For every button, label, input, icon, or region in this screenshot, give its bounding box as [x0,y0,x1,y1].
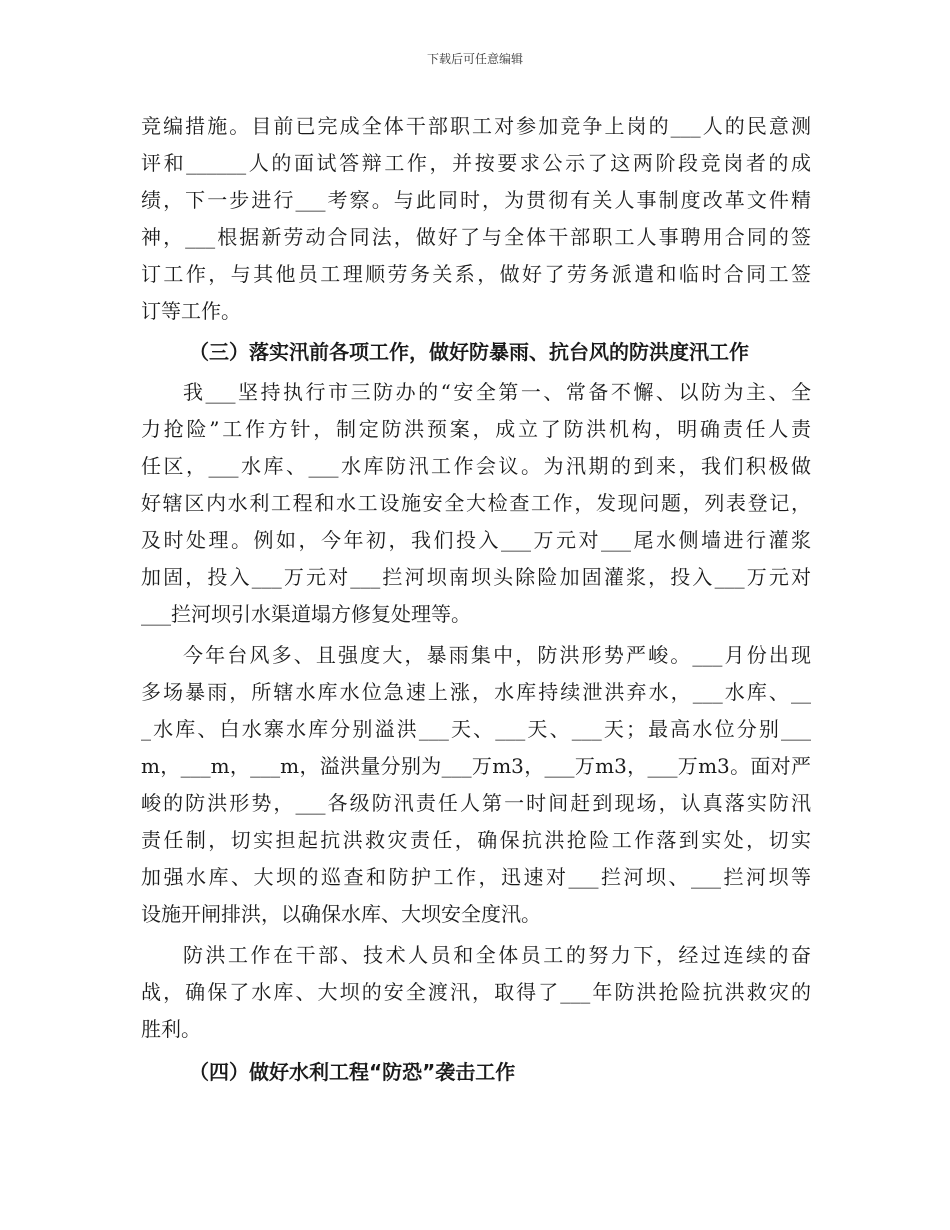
text-line: 今年台风多、且强度大，暴雨集中，防洪形势严峻。___月份出现 [183,643,811,667]
text-line: _水库、白水寨水库分别溢洪___天、___天、___天；最高水位分别___ [141,717,811,741]
text-line: 防洪工作在干部、技术人员和全体员工的努力下，经过连续的奋 [183,943,811,967]
section-heading-3: （三）落实汛前各项工作，做好防暴雨、抗台风的防洪度汛工作 [189,340,749,364]
text-line: 战，确保了水库、大坝的安全渡汛，取得了___年防洪抢险抗洪救灾的 [141,980,811,1004]
text-line: m，___m，___m，溢洪量分别为___万m3，___万m3，___万m3。面对严 [141,754,811,778]
continued-paragraph [141,108,811,330]
text-line: 加强水库、大坝的巡查和防护工作，迅速对___拦河坝、___拦河坝等 [141,865,811,889]
text-line: 绩，下一步进行___考察。与此同时，为贯彻有关人事制度改革文件精 [141,188,811,212]
text-line: ___拦河坝引水渠道塌方修复处理等。 [141,602,471,626]
section3-paragraph-3 [141,937,811,1048]
text-line: 胜利。 [141,1017,201,1041]
text-line: 订等工作。 [141,299,241,323]
text-line: 竞编措施。目前已完成全体干部职工对参加竞争上岗的___人的民意测 [141,114,811,138]
text-line: 我___坚持执行市三防办的“安全第一、常备不懈、以防为主、全 [183,380,811,404]
page-header: 下载后可任意编辑 [426,52,523,66]
text-line: 力抢险”工作方针，制定防洪预案，成立了防洪机构，明确责任人责 [141,417,811,441]
text-line: 神，___根据新劳动合同法，做好了与全体干部职工人事聘用合同的签 [141,225,811,249]
text-line: 责任制，切实担起抗洪救灾责任，确保抗洪抢险工作落到实处，切实 [141,828,811,852]
document-body [141,108,811,1092]
section3-paragraph-1 [141,374,811,633]
text-line: 加固，投入___万元对___拦河坝南坝头除险加固灌浆，投入___万元对 [141,565,811,589]
text-line: 任区，___水库、___水库防汛工作会议。为汛期的到来，我们积极做 [141,454,811,478]
section3-paragraph-2 [141,637,811,933]
text-line: 好辖区内水利工程和水工设施安全大检查工作，发现问题，列表登记， [141,491,811,515]
text-line: 多场暴雨，所辖水库水位急速上涨，水库持续泄洪弃水，___水库、__ [141,680,811,704]
text-line: 订工作，与其他员工理顺劳务关系，做好了劳务派遣和临时合同工签 [141,262,811,286]
section-heading-4: （四）做好水利工程“防恐”袭击工作 [189,1060,516,1084]
text-line: 设施开闸排洪，以确保水库、大坝安全度汛。 [141,902,541,926]
text-line: 评和______人的面试答辩工作，并按要求公示了这两阶段竞岗者的成 [141,151,811,175]
text-line: 及时处理。例如，今年初，我们投入___万元对___尾水侧墙进行灌浆 [141,528,811,552]
text-line: 峻的防洪形势，___各级防汛责任人第一时间赶到现场，认真落实防汛 [141,791,811,815]
